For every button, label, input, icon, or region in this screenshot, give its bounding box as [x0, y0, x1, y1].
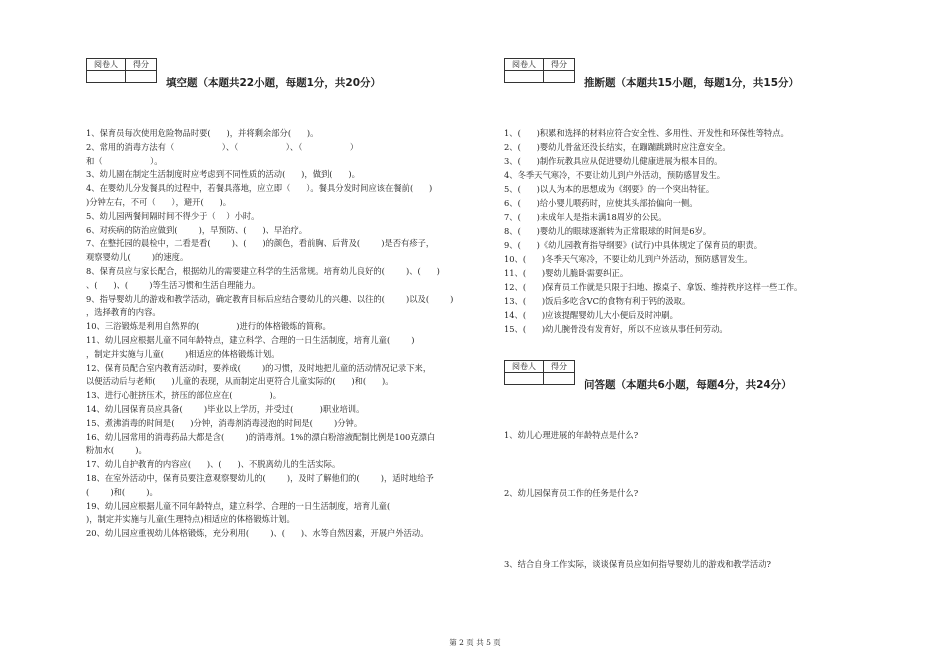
question-line: ，选择教育的内容。 — [86, 307, 161, 318]
score-label: 得分 — [544, 59, 575, 71]
question-line: 18、在室外活动中，保育员要注意观察婴幼儿的( )，及时了解他们的( )，适时地给予 — [86, 473, 434, 483]
score-cell — [544, 373, 575, 385]
question-line: 粉加水( )。 — [86, 445, 147, 456]
question-line: 12、保育员配合室内教育活动时，要养成( )的习惯，及时地把儿童的活动情况记录下来， — [86, 362, 432, 373]
question-line: 1、( )积累和选择的材料应符合安全性、多用性、开发性和环保性等特点。 — [504, 128, 789, 138]
question-line: 、( )、( )等生活习惯和生活自理能力。 — [86, 279, 261, 290]
question-line: 19、幼儿园应根据儿童不同年龄特点，建立科学、合理的一日生活制度，培育儿童( — [86, 500, 391, 511]
page-footer: 第 2 页 共 5 页 — [449, 638, 501, 647]
score-box-fill-blank — [86, 58, 157, 83]
question-line: 3、( )制作玩教具应从促进婴幼儿健康进展为根本目的。 — [504, 156, 723, 166]
question-line: 2、常用的消毒方法有（ ）、（ ）、（ ） — [86, 141, 359, 152]
question-line: 1、保育员每次使用危险物品时要( )，并将剩余部分( )。 — [86, 128, 319, 138]
score-box-qa — [504, 360, 575, 385]
question-line: 3、幼儿園在制定生活制度时应考虑到不同性质的活动( )，做到( )。 — [86, 169, 360, 180]
question-line: 7、在整托园的晨检中，二看是看( )、( )的颜色，看前胸、后背及( )是否有疹子， — [86, 238, 435, 249]
question-line: 11、幼儿园应根据儿童不同年龄特点，建立科学、合理的一日生活制度，培育儿童( ) — [86, 335, 415, 345]
question-line: 4、在婴幼儿分发餐具的过程中，若餐具落地，应立即（ ）。餐具分发时间应该在餐前( ) — [86, 183, 433, 194]
question-line: 4、冬季天气寒冷，不要让幼儿到户外活动，预防感冒发生。 — [504, 170, 725, 180]
question-line: 和（ ）。 — [86, 155, 163, 166]
fill-blank-title: 填空题（本题共22小题，每题1分，共20分） — [166, 77, 382, 89]
question-line: 10、三浴锻炼是利用自然界的( )进行的体格锻炼的简称。 — [86, 321, 331, 332]
question-line: 2、( )婴幼儿骨盆还没长结实，在蹦蹦跳跳时应注意安全。 — [504, 142, 731, 152]
question-line: 14、( )应该提醒婴幼儿大小便后及时冲刷。 — [504, 310, 678, 320]
question-line: )，制定并实施与儿童(生理特点)相适应的体格锻炼计划。 — [86, 514, 295, 525]
question-line: ( )和( )。 — [86, 486, 158, 497]
judge-title: 推断题（本题共15小题，每题1分，共15分） — [584, 77, 800, 89]
question-line: 观察婴幼儿( )的速度。 — [86, 252, 189, 263]
question-line: 14、幼儿园保育员应具备( )毕业以上学历，并受过( )职业培训。 — [86, 404, 365, 414]
question-line: 8、( )婴幼儿的眼球逐渐转为正常眼球的时间是6岁。 — [504, 226, 712, 236]
qa-question-1: 1、幼儿心理进展的年龄特点是什么? — [504, 430, 639, 440]
question-line: 16、幼儿园常用的消毒药品大都是含( )的消毒剂。1%的漂白粉溶液配制比例是100克漂白 — [86, 431, 436, 442]
question-line: 10、( )冬季天气寒冷，不要让幼儿到户外活动，预防感冒发生。 — [504, 254, 753, 264]
question-line: 6、( )给小婴儿喂药时，应使其头部抬偏向一侧。 — [504, 198, 698, 208]
question-line: 15、( )幼儿腕骨没有发育好，所以不应该从事任何劳动。 — [504, 324, 728, 334]
question-line: 11、( )婴幼儿脆卧需要纠正。 — [504, 268, 629, 278]
question-line: 12、( )保育员工作就是只限于扫地、擦桌子、拿饭、维持秩序这样一些工作。 — [504, 282, 803, 292]
qa-question-2: 2、幼儿园保育员工作的任务是什么? — [504, 488, 639, 498]
reviewer-label: 阅卷人 — [505, 59, 544, 71]
question-line: )分钟左右，不可（ ），避开( )。 — [86, 197, 232, 207]
question-line: 9、指导婴幼儿的游戏和教学活动，确定教育目标后应结合婴幼儿的兴趣、以往的( )以及( ) — [86, 293, 454, 304]
question-line: 13、( )饭后多吃含VC的食物有利于钙的汲取。 — [504, 296, 691, 306]
reviewer-cell — [505, 373, 544, 385]
question-line: 5、( )以人为本的思想成为《纲要》的一个突出特征。 — [504, 184, 715, 194]
qa-question-3: 3、结合自身工作实际，谈谈保育员应如何指导婴幼儿的游戏和教学活动? — [504, 559, 771, 569]
qa-title: 问答题（本题共6小题，每题4分，共24分） — [584, 379, 792, 391]
reviewer-label: 阅卷人 — [505, 361, 544, 373]
question-line: 9、( )《幼儿园教育指导纲要》(试行)中具体规定了保育员的职责。 — [504, 240, 763, 250]
question-line: ，制定并实施与儿童( )相适应的体格锻炼计划。 — [86, 348, 280, 359]
question-line: 17、幼儿自护教育的内容应( )、( )、不脱离幼儿的生活实际。 — [86, 459, 341, 470]
question-line: 以便活动后与老师( )儿童的表现，从而制定出更符合儿童实际的( )和( )。 — [86, 376, 394, 387]
question-line: 5、幼儿园两餐间隔时间不得少于（ ）小时。 — [86, 210, 260, 221]
question-line: 15、煮沸消毒的时间是( )分钟，消毒剂消毒浸泡的时间是( )分钟。 — [86, 417, 363, 428]
score-cell — [126, 71, 157, 83]
question-line: 8、保育员应与家长配合，根据幼儿的需要建立科学的生活常规。培育幼儿良好的( )、( ) — [86, 266, 440, 276]
reviewer-cell — [87, 71, 126, 83]
score-cell — [544, 71, 575, 83]
question-line: 13、进行心脏挤压术，挤压的部位应在( )。 — [86, 390, 282, 401]
question-line: 20、幼儿园应重视幼儿体格锻炼，充分利用( )、( )、水等自然因素，开展户外活动。 — [86, 528, 429, 539]
reviewer-cell — [505, 71, 544, 83]
score-box-judge — [504, 58, 575, 83]
score-label: 得分 — [126, 59, 157, 71]
question-line: 7、( )未成年人是指未满18周岁的公民。 — [504, 212, 667, 222]
question-line: 6、对疾病的防治应做到( )，早预防、( )、早治疗。 — [86, 224, 308, 235]
reviewer-label: 阅卷人 — [87, 59, 126, 71]
score-label: 得分 — [544, 361, 575, 373]
